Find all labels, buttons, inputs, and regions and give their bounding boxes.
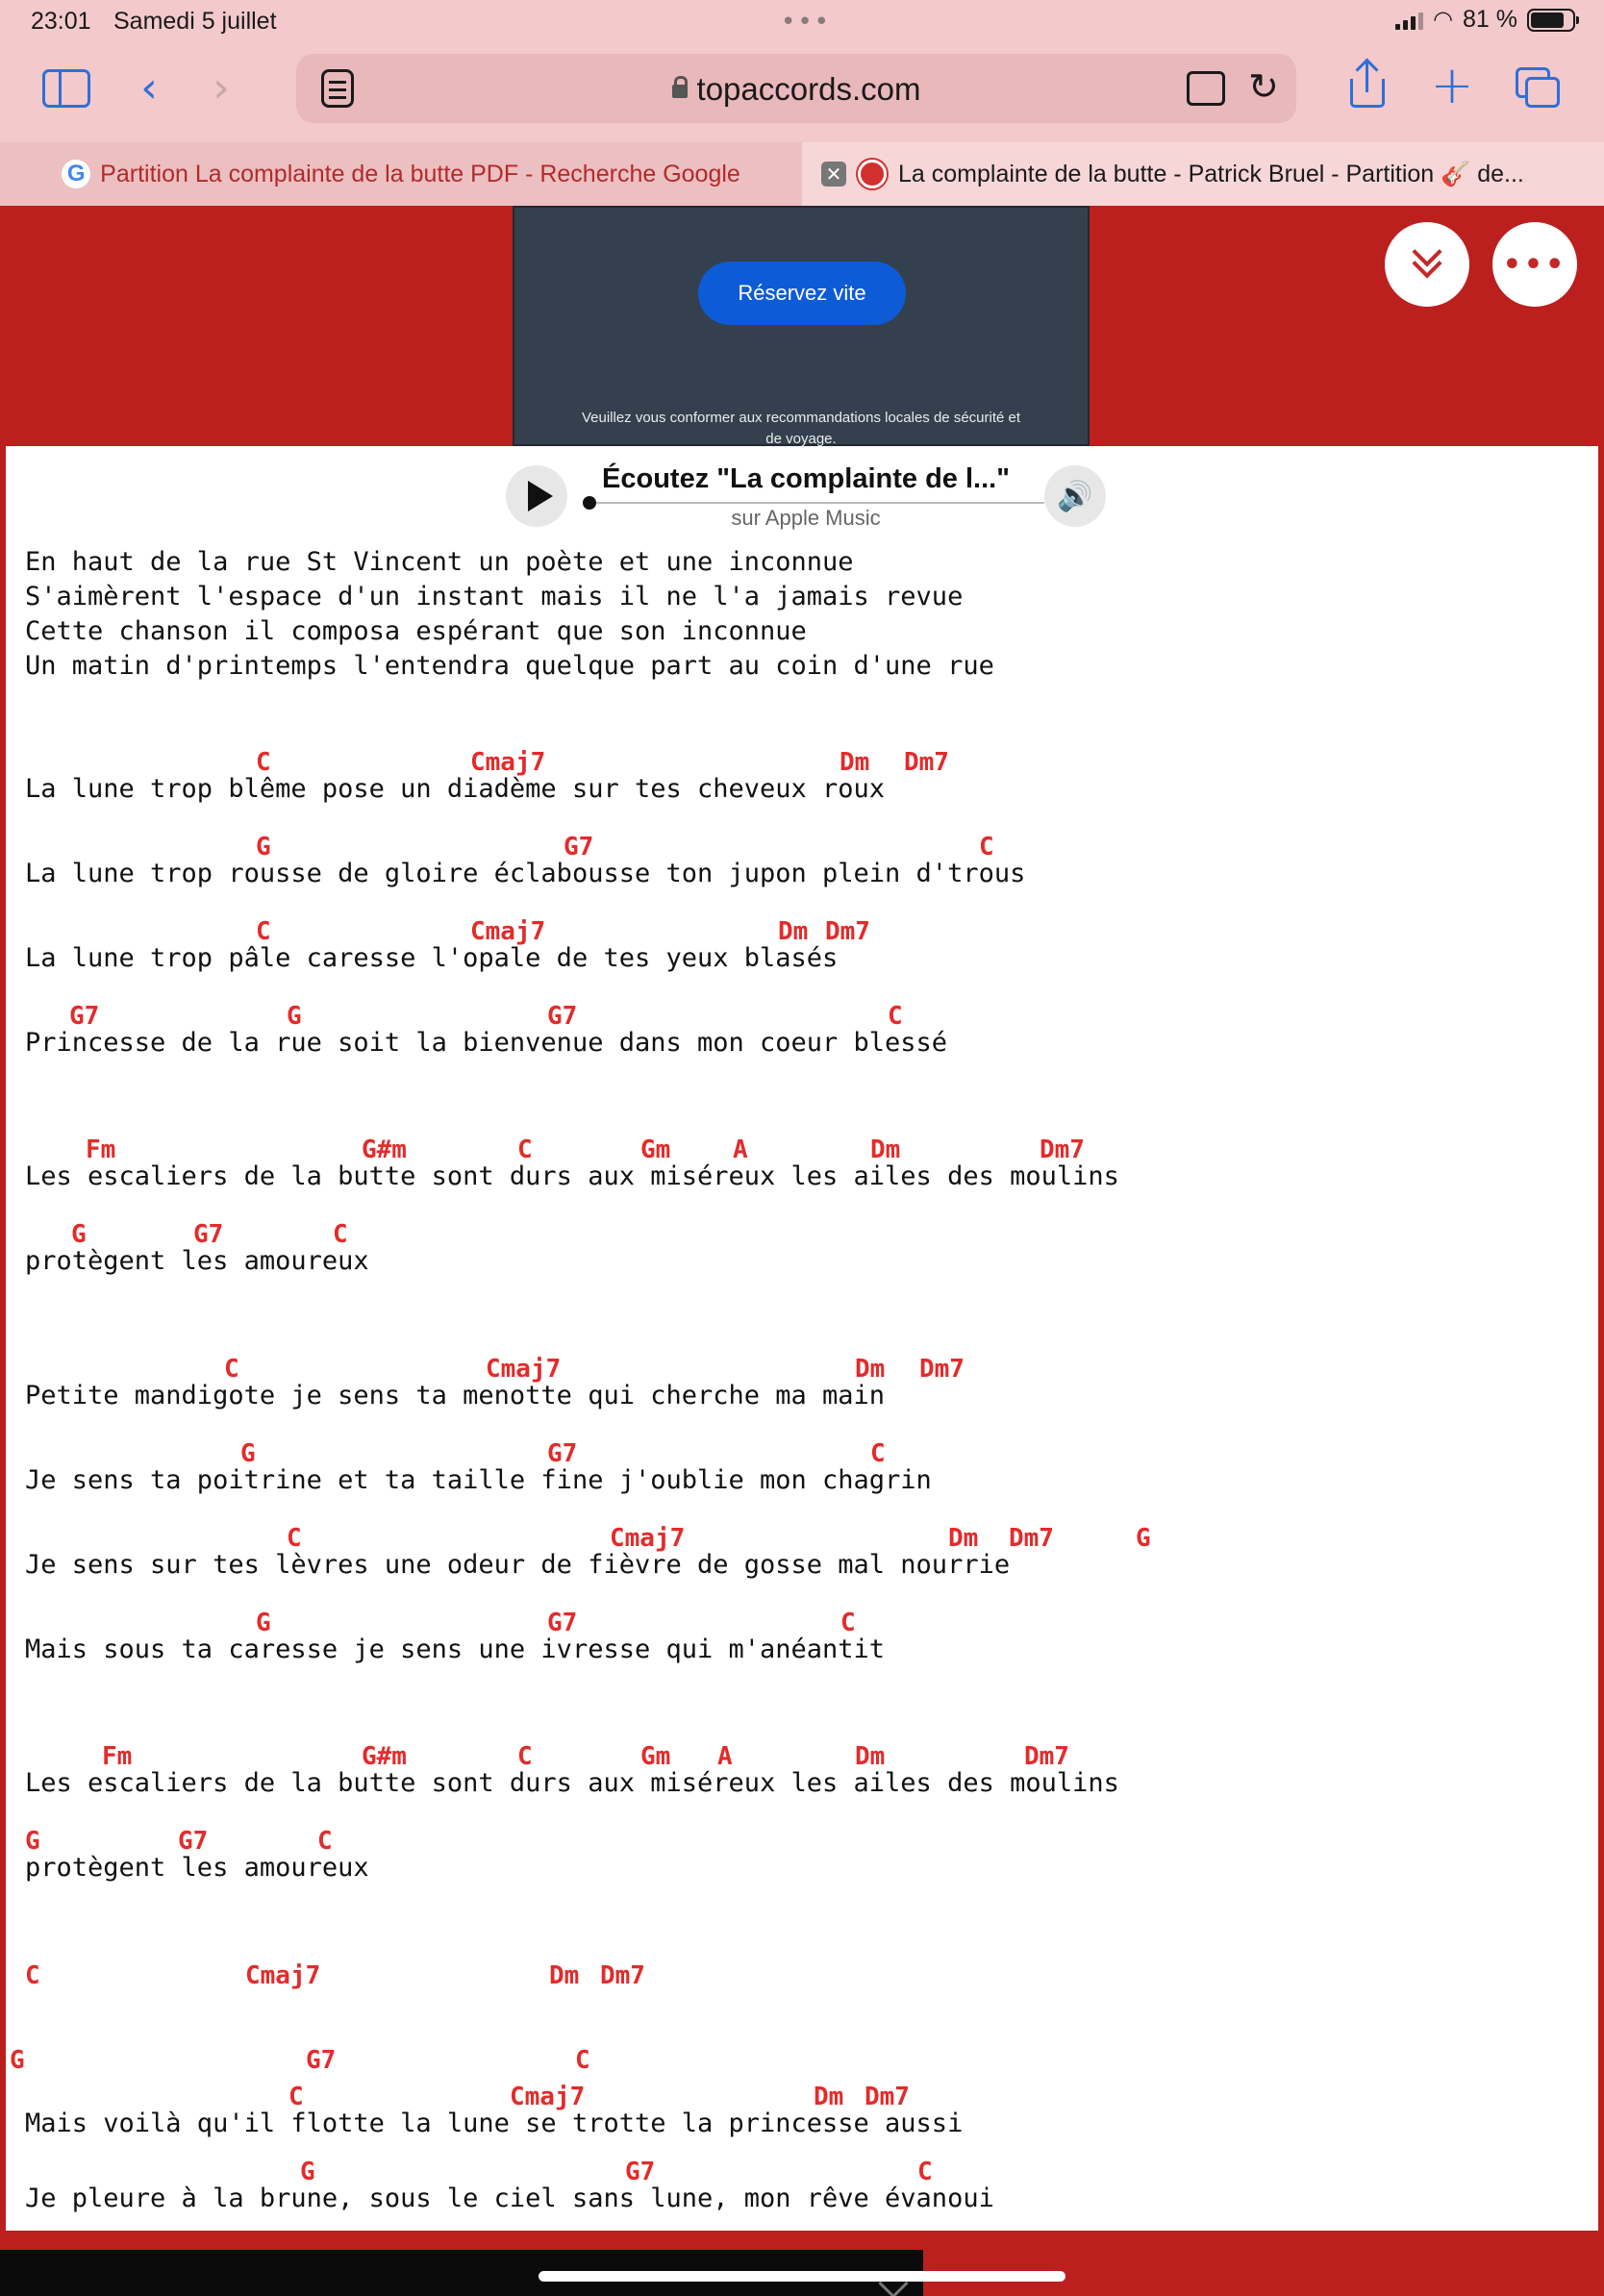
ad-notice: Veuillez vous conformer aux recommandations locales de sécurité et de voyage. [581,410,1021,446]
chord: Dm [549,1961,580,1990]
lyric-line: La lune trop pâle caresse l'opale de tes yeux blasés [25,943,839,973]
play-button[interactable] [506,465,567,527]
double-chevron-down-icon [1410,247,1444,282]
chord: C [256,917,271,946]
chord: Dm [840,748,870,777]
wifi-icon: ◠ [1433,7,1454,33]
ad-book-button[interactable]: Réservez vite [698,262,906,325]
chord: Dm [814,2083,844,2111]
chord: G [10,2046,25,2075]
chord: Dm7 [1040,1136,1085,1164]
new-tab-icon[interactable]: + [1430,55,1474,115]
chord: Cmaj7 [610,1524,686,1553]
chord: Gm [640,1136,671,1164]
ad-banner[interactable] [513,206,1090,446]
lyric-line: La lune trop rousse de gloire éclabousse ton jupon plein d'trous [25,859,1026,888]
chord: C [224,1355,239,1384]
chord: G7 [564,833,594,861]
reload-icon[interactable]: ↻ [1248,65,1279,108]
lyric-line: Mais voilà qu'il flotte la lune se trotte la princesse aussi [25,2109,964,2138]
chord: C [333,1220,348,1249]
chord: C [517,1136,533,1164]
share-icon[interactable] [1346,62,1389,110]
intro-line: Cette chanson il composa espérant que son inconnue [25,616,807,646]
chord: C [517,1742,533,1771]
address-bar[interactable] [296,54,1296,123]
lyric-line: Petite mandigote je sens ta menotte qui cherche ma main [25,1381,886,1410]
url-label: topaccords.com [696,71,921,107]
chord: G [256,833,271,861]
tab-topaccords[interactable] [802,142,1604,206]
chord: G#m [362,1136,407,1164]
chord: C [288,2083,304,2111]
chord: C [917,2158,933,2186]
lock-icon [672,85,688,98]
progress-track[interactable] [589,502,1044,504]
chord: Dm7 [904,748,949,777]
chord: Cmaj7 [510,2083,586,2111]
tab-label: Partition La complainte de la butte PDF - Recherche Google [100,160,740,187]
chord: A [733,1136,748,1164]
chord: C [575,2046,590,2075]
intro-line: Un matin d'printemps l'entendra quelque part au coin d'une rue [25,651,994,681]
tab-strip [0,142,1604,206]
site-favicon-icon [858,160,887,188]
chord: G [256,1609,271,1637]
cellular-signal-icon [1395,11,1423,30]
chord: G [1136,1524,1151,1553]
battery-percent: 81 % [1463,6,1517,33]
track-title: Écoutez "La complainte de l..." [602,463,1010,494]
chord: Cmaj7 [245,1961,321,1990]
chord: Gm [640,1742,671,1771]
home-indicator[interactable] [539,2271,1065,2282]
chord: Fm [86,1136,116,1164]
ellipsis-icon: ••• [1502,247,1567,282]
chord: G7 [547,1609,578,1637]
status-date: Samedi 5 juillet [113,8,277,35]
extension-icon[interactable] [1187,71,1225,106]
chord: C [317,1827,333,1856]
lyric-line: Je sens sur tes lèvres une odeur de fièvre de gosse mal nourrie [25,1550,1011,1580]
chord: Dm7 [865,2083,910,2111]
sidebar-icon[interactable] [42,69,90,108]
chord: Cmaj7 [470,748,546,777]
chord: G [240,1439,256,1468]
chord: C [888,1002,903,1031]
lyric-line: protègent les amoureux [25,1853,369,1883]
chord: G7 [193,1220,224,1249]
google-icon: G [62,160,90,188]
chord: Cmaj7 [470,917,546,946]
status-time: 23:01 [31,8,91,35]
forward-icon[interactable]: › [213,63,230,112]
back-icon[interactable]: ‹ [140,63,158,112]
chord: Dm [778,917,809,946]
chord: Dm7 [1009,1524,1054,1553]
chord: Cmaj7 [486,1355,562,1384]
chord: G [300,2158,315,2186]
chord: Dm [870,1136,901,1164]
chord: G7 [625,2158,656,2186]
chord: Dm [855,1742,886,1771]
speaker-icon[interactable]: 🔊 [1044,465,1106,527]
scroll-down-button[interactable] [1385,222,1469,307]
chord: G7 [69,1002,100,1031]
chord: G7 [306,2046,337,2075]
tab-overview-icon[interactable] [1516,67,1562,110]
battery-icon [1527,9,1575,32]
intro-line: En haut de la rue St Vincent un poète et une inconnue [25,547,854,577]
chord: G7 [547,1439,578,1468]
chord: C [25,1961,40,1990]
lyric-line: Les escaliers de la butte sont durs aux miséreux les ailes des moulins [25,1768,1119,1798]
lyric-line: La lune trop blême pose un diadème sur tes cheveux roux [25,774,886,804]
song-content [6,446,1598,2231]
multitasking-dots-icon[interactable]: ••• [781,8,832,37]
chord: Dm7 [1024,1742,1069,1771]
chord: A [717,1742,733,1771]
chord: G [71,1220,87,1249]
tab-google-search[interactable] [0,142,802,206]
chord: C [840,1609,856,1637]
url-text[interactable] [296,71,1296,108]
chord: C [870,1439,886,1468]
lyric-line: Les escaliers de la butte sont durs aux miséreux les ailes des moulins [25,1161,1119,1191]
chord: G7 [547,1002,578,1031]
status-indicators [1395,6,1575,34]
apple-music-player [506,456,1106,533]
lyric-line: Je pleure à la brune, sous le ciel sans lune, mon rêve évanoui [25,2184,994,2213]
close-icon[interactable]: ✕ [821,162,846,187]
tab-label: La complainte de la butte - Patrick Bruel - Partition 🎸 de... [898,160,1524,187]
chord: Dm7 [600,1961,645,1990]
lyric-line: protègent les amoureux [25,1246,369,1276]
intro-line: S'aimèrent l'espace d'un instant mais il ne l'a jamais revue [25,582,964,611]
chord: Dm7 [825,917,870,946]
chord: Dm [855,1355,886,1384]
lyric-line: Je sens ta poitrine et ta taille fine j'oublie mon chagrin [25,1465,932,1495]
chord: G#m [362,1742,407,1771]
track-subtitle: sur Apple Music [731,506,881,530]
chord: Dm7 [919,1355,965,1384]
chord: C [287,1524,302,1553]
more-options-button[interactable] [1492,222,1577,307]
chord: Fm [102,1742,133,1771]
chord: G7 [178,1827,209,1856]
lyric-line: Princesse de la rue soit la bienvenue dans mon coeur blessé [25,1028,948,1058]
chord: C [256,748,271,777]
chord: G [287,1002,302,1031]
chord: G [25,1827,40,1856]
chord: Dm [948,1524,979,1553]
lyric-line: Mais sous ta caresse je sens une ivresse qui m'anéantit [25,1635,886,1664]
browser-toolbar [0,0,1604,142]
chord: C [979,833,994,861]
